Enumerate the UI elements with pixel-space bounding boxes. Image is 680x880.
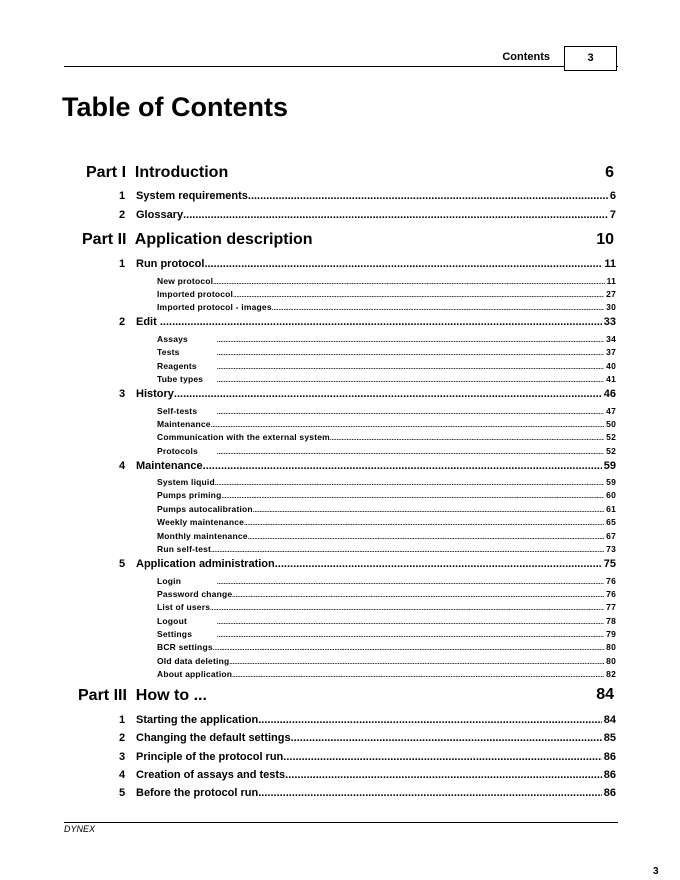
dot-leader xyxy=(217,633,604,639)
dot-leader xyxy=(217,620,604,626)
toc-section[interactable] xyxy=(157,289,616,299)
dot-leader xyxy=(217,378,604,384)
section-page: 73 xyxy=(606,544,616,554)
section-title: BCR settings xyxy=(157,642,213,652)
part-label: Part I xyxy=(86,164,127,181)
chapter-page: 6 xyxy=(609,190,616,202)
section-page: 79 xyxy=(606,629,616,639)
section-title: Login xyxy=(157,576,182,586)
dot-leader xyxy=(253,508,604,514)
dot-leader xyxy=(210,606,604,612)
toc-section[interactable] xyxy=(157,276,616,286)
toc-chapter[interactable] xyxy=(119,190,616,202)
part-title: How to ... xyxy=(135,687,207,704)
part-label: Part II xyxy=(82,231,127,248)
section-title: Imported protocol - images xyxy=(157,302,272,312)
dot-leader xyxy=(283,751,601,763)
chapter-title: Maintenance xyxy=(136,460,203,472)
toc-section[interactable] xyxy=(157,361,616,371)
part-page: 6 xyxy=(605,164,614,181)
toc-chapter[interactable] xyxy=(119,209,616,221)
toc-chapter[interactable] xyxy=(119,714,616,726)
dot-leader xyxy=(232,593,604,599)
toc-section[interactable] xyxy=(157,531,616,541)
toc-chapter[interactable] xyxy=(119,258,616,270)
part-label: Part III xyxy=(78,687,127,704)
page-title: Table of Contents xyxy=(62,92,288,122)
dot-leader xyxy=(213,646,604,652)
section-title: Pumps priming xyxy=(157,490,222,500)
dot-leader xyxy=(229,660,604,666)
toc-section[interactable] xyxy=(157,589,616,599)
chapter-title: Run protocol xyxy=(136,258,205,270)
chapter-title: Edit xyxy=(136,316,157,328)
section-title: Run self-test xyxy=(157,544,212,554)
toc-chapter[interactable] xyxy=(119,460,616,472)
dot-leader xyxy=(213,280,604,286)
dot-leader xyxy=(217,338,604,344)
toc-section[interactable] xyxy=(157,656,616,666)
chapter-number: 5 xyxy=(119,558,126,570)
section-title: Imported protocol xyxy=(157,289,234,299)
section-title: Pumps autocalibration xyxy=(157,504,253,514)
toc-section[interactable] xyxy=(157,576,616,586)
part-title: Introduction xyxy=(134,164,229,181)
section-page: 41 xyxy=(606,374,616,384)
dot-leader xyxy=(291,732,602,744)
toc-chapter[interactable] xyxy=(119,558,616,570)
part-page: 84 xyxy=(596,686,614,703)
toc-section[interactable] xyxy=(157,334,616,344)
section-title: New protocol xyxy=(157,276,214,286)
section-title: About application xyxy=(157,669,233,679)
chapter-title: Changing the default settings xyxy=(136,732,291,744)
section-page: 78 xyxy=(606,616,616,626)
toc-section[interactable] xyxy=(157,432,616,442)
toc-section[interactable] xyxy=(157,616,616,626)
toc-section[interactable] xyxy=(157,406,616,416)
chapter-number: 2 xyxy=(119,316,126,328)
section-page: 52 xyxy=(606,446,616,456)
section-page: 34 xyxy=(606,334,616,344)
toc-section[interactable] xyxy=(157,374,616,384)
section-page: 27 xyxy=(606,289,616,299)
dot-leader xyxy=(258,787,602,799)
dot-leader xyxy=(217,580,604,586)
dot-leader xyxy=(258,714,602,726)
section-title: Monthly maintenance xyxy=(157,531,248,541)
section-title: Old data deleting xyxy=(157,656,230,666)
toc-section[interactable] xyxy=(157,446,616,456)
section-title: Self-tests xyxy=(157,406,198,416)
dot-leader xyxy=(160,316,602,328)
dot-leader xyxy=(211,423,604,429)
chapter-number: 1 xyxy=(119,258,126,270)
toc-section[interactable] xyxy=(157,602,616,612)
toc-section[interactable] xyxy=(157,302,616,312)
dot-leader xyxy=(285,769,602,781)
chapter-page: 84 xyxy=(603,714,616,726)
dot-leader xyxy=(203,460,602,472)
section-title: Settings xyxy=(157,629,193,639)
chapter-title: History xyxy=(136,388,174,400)
section-title: Maintenance xyxy=(157,419,211,429)
section-page: 40 xyxy=(606,361,616,371)
chapter-page: 33 xyxy=(603,316,616,328)
section-page: 82 xyxy=(606,669,616,679)
chapter-number: 1 xyxy=(119,714,126,726)
toc-chapter[interactable] xyxy=(119,769,616,781)
chapter-page: 7 xyxy=(609,209,616,221)
section-title: List of users xyxy=(157,602,211,612)
section-title: Communication with the external system xyxy=(157,432,330,442)
chapter-number: 1 xyxy=(119,190,126,202)
toc-section[interactable] xyxy=(157,517,616,527)
toc-chapter[interactable] xyxy=(119,732,616,744)
section-page: 59 xyxy=(606,477,616,487)
header-rule xyxy=(64,66,618,67)
footer-brand: DYNEX xyxy=(64,824,96,834)
dot-leader xyxy=(217,450,604,456)
toc-section[interactable] xyxy=(157,544,616,554)
dot-leader xyxy=(275,558,602,570)
dot-leader xyxy=(174,388,602,400)
dot-leader xyxy=(330,436,604,442)
section-page: 60 xyxy=(606,490,616,500)
chapter-title: Application administration xyxy=(136,558,275,570)
toc-section[interactable] xyxy=(157,477,616,487)
section-title: Assays xyxy=(157,334,188,344)
chapter-title: Creation of assays and tests xyxy=(136,769,286,781)
page-number: 3 xyxy=(653,866,659,877)
toc-section[interactable] xyxy=(157,669,616,679)
dot-leader xyxy=(272,306,604,312)
section-title: System liquid xyxy=(157,477,215,487)
dot-leader xyxy=(232,673,604,679)
chapter-number: 4 xyxy=(119,769,126,781)
dot-leader xyxy=(244,521,604,527)
section-page: 65 xyxy=(606,517,616,527)
dot-leader xyxy=(221,494,604,500)
section-page: 37 xyxy=(606,347,616,357)
dot-leader xyxy=(183,209,608,221)
chapter-number: 5 xyxy=(119,787,126,799)
section-page: 47 xyxy=(606,406,616,416)
toc-section[interactable] xyxy=(157,347,616,357)
chapter-page: 86 xyxy=(603,751,616,763)
toc-section[interactable] xyxy=(157,642,616,652)
part-heading[interactable] xyxy=(82,231,313,249)
chapter-page: 86 xyxy=(603,769,616,781)
section-page: 61 xyxy=(606,504,616,514)
dot-leader xyxy=(248,535,604,541)
dot-leader xyxy=(217,365,604,371)
section-page: 50 xyxy=(606,419,616,429)
dot-leader xyxy=(204,258,602,270)
toc-chapter[interactable] xyxy=(119,316,616,328)
section-page: 76 xyxy=(606,576,616,586)
section-page: 67 xyxy=(606,531,616,541)
chapter-title: Principle of the protocol run xyxy=(136,751,284,763)
toc-section[interactable] xyxy=(157,504,616,514)
chapter-title: Before the protocol run xyxy=(136,787,259,799)
chapter-number: 2 xyxy=(119,209,126,221)
toc-chapter[interactable] xyxy=(119,388,616,400)
part-heading[interactable] xyxy=(78,687,207,705)
section-page: 30 xyxy=(606,302,616,312)
section-title: Logout xyxy=(157,616,187,626)
dot-leader xyxy=(211,548,604,554)
chapter-title: Starting the application xyxy=(136,714,259,726)
toc-section[interactable] xyxy=(157,629,616,639)
chapter-title: Glossary xyxy=(136,209,184,221)
chapter-page: 75 xyxy=(603,558,616,570)
chapter-number: 3 xyxy=(119,388,126,400)
chapter-number: 3 xyxy=(119,751,126,763)
chapter-page: 11 xyxy=(604,258,616,270)
toc-chapter[interactable] xyxy=(119,751,616,763)
part-heading[interactable] xyxy=(86,164,228,182)
section-page: 80 xyxy=(606,642,616,652)
running-header-section: Contents xyxy=(502,51,550,63)
section-page: 52 xyxy=(606,432,616,442)
part-page: 10 xyxy=(596,231,614,248)
footer-rule xyxy=(64,822,618,823)
toc-section[interactable] xyxy=(157,490,616,500)
section-page: 77 xyxy=(606,602,616,612)
chapter-page: 59 xyxy=(603,460,616,472)
section-page: 11 xyxy=(606,276,616,286)
section-title: Password change xyxy=(157,589,233,599)
section-title: Tests xyxy=(157,347,180,357)
chapter-page: 46 xyxy=(603,388,616,400)
dot-leader xyxy=(217,410,604,416)
chapter-number: 2 xyxy=(119,732,126,744)
section-title: Reagents xyxy=(157,361,197,371)
section-title: Protocols xyxy=(157,446,199,456)
toc-chapter[interactable] xyxy=(119,787,616,799)
toc-section[interactable] xyxy=(157,419,616,429)
chapter-page: 86 xyxy=(603,787,616,799)
chapter-title: System requirements xyxy=(136,190,248,202)
section-page: 80 xyxy=(606,656,616,666)
dot-leader xyxy=(233,293,604,299)
section-title: Weekly maintenance xyxy=(157,517,245,527)
part-title: Application description xyxy=(134,231,313,248)
section-page: 76 xyxy=(606,589,616,599)
section-title: Tube types xyxy=(157,374,204,384)
dot-leader xyxy=(217,351,604,357)
header-page-number: 3 xyxy=(564,46,617,71)
chapter-page: 85 xyxy=(603,732,616,744)
dot-leader xyxy=(248,190,608,202)
dot-leader xyxy=(215,481,604,487)
chapter-number: 4 xyxy=(119,460,126,472)
